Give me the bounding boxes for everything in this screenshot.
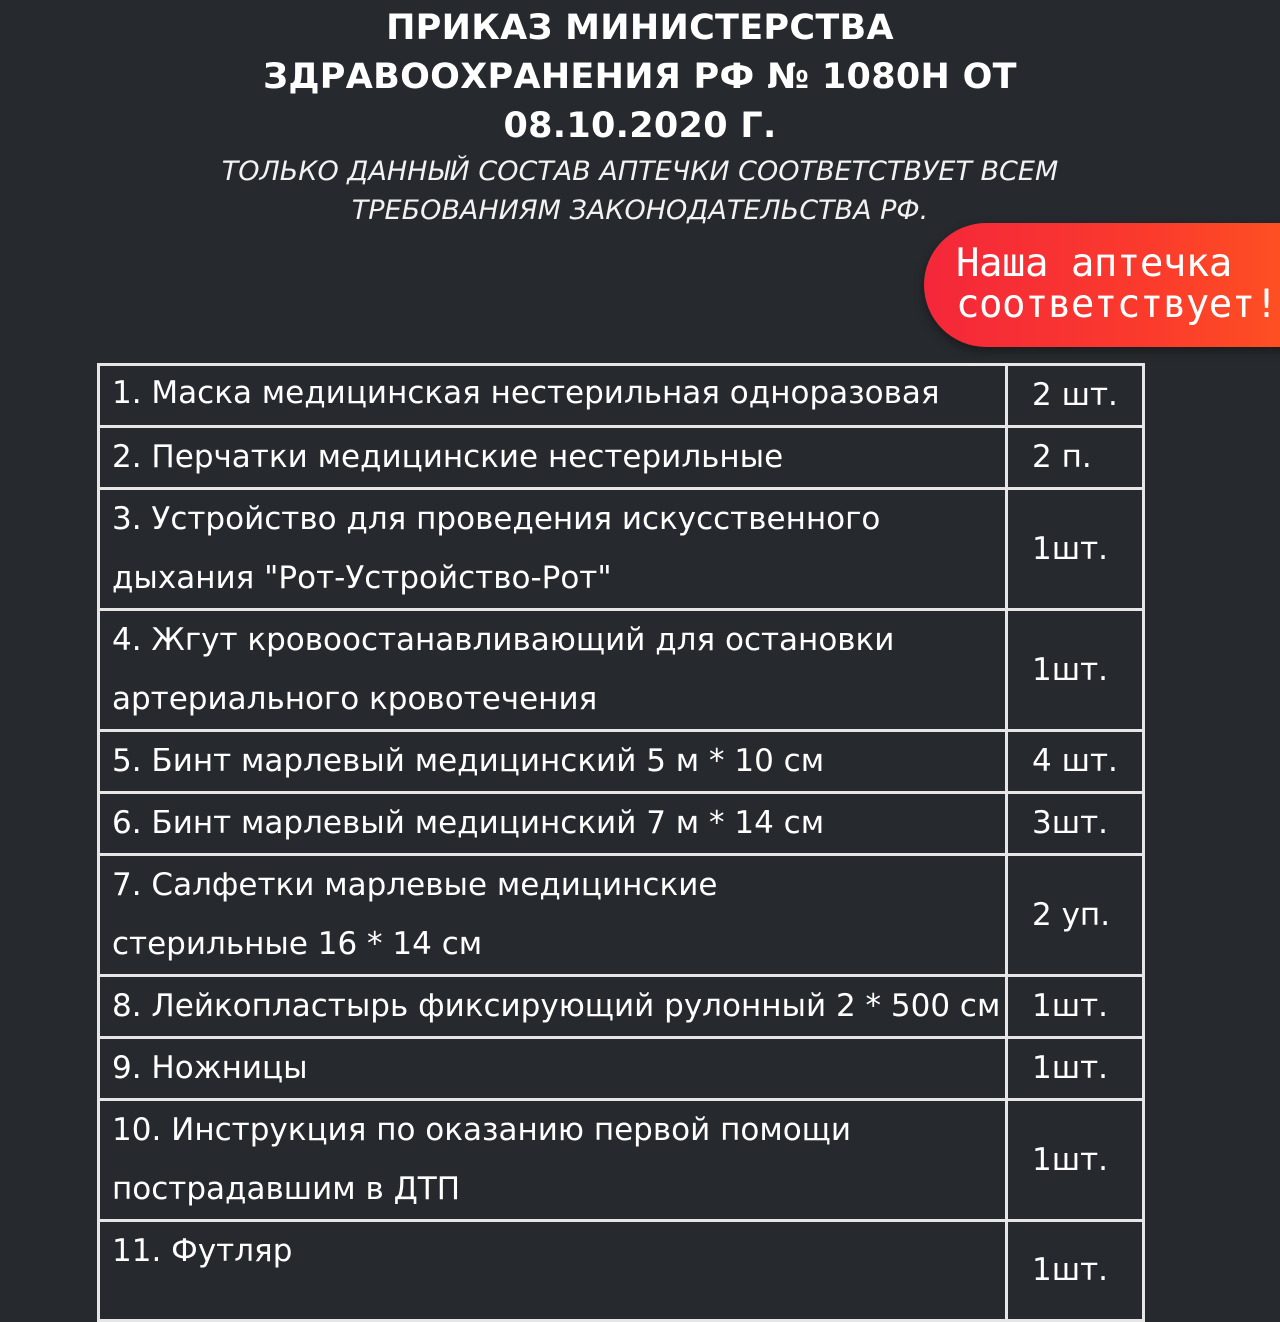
- table-row: [99, 1221, 1144, 1321]
- item-name-line: 8. Лейкопластырь фиксирующий рулонный 2 * 500 см: [112, 988, 1001, 1024]
- item-name-cell: [99, 1221, 1007, 1321]
- subtitle-line: ТОЛЬКО ДАННЫЙ СОСТАВ АПТЕЧКИ СООТВЕТСТВУЕТ ВСЕМ: [221, 156, 1059, 187]
- item-name-cell: [99, 976, 1007, 1038]
- table-row: [99, 1038, 1144, 1100]
- page-subtitle: [0, 152, 1280, 230]
- badge-line: соответствует!: [956, 282, 1278, 327]
- item-name-cell: [99, 731, 1007, 793]
- table-row: [99, 1100, 1144, 1221]
- item-quantity-cell: 4 шт.: [1007, 731, 1144, 793]
- item-name-line: пострадавшим в ДТП: [112, 1171, 461, 1207]
- kit-table-body: [99, 365, 1144, 1321]
- item-name-cell: [99, 489, 1007, 610]
- item-quantity-cell: 1шт.: [1007, 976, 1144, 1038]
- item-name-line: 6. Бинт марлевый медицинский 7 м * 14 см: [112, 805, 825, 841]
- item-quantity-cell: 1шт.: [1007, 489, 1144, 610]
- item-name-line: 9. Ножницы: [112, 1050, 308, 1086]
- item-name-cell: [99, 793, 1007, 855]
- item-name-line: 7. Салфетки марлевые медицинские: [112, 867, 718, 903]
- item-quantity-cell: 2 шт.: [1007, 365, 1144, 427]
- table-row: [99, 427, 1144, 489]
- item-name-cell: [99, 610, 1007, 731]
- item-name-line: 3. Устройство для проведения искусственного: [112, 501, 881, 537]
- item-name-cell: [99, 855, 1007, 976]
- title-line: ЗДРАВООХРАНЕНИЯ РФ № 1080Н ОТ: [263, 57, 1017, 97]
- title-line: 08.10.2020 Г.: [503, 106, 777, 146]
- item-name-cell: [99, 365, 1007, 427]
- item-name-line: 5. Бинт марлевый медицинский 5 м * 10 см: [112, 743, 825, 779]
- table-row: [99, 489, 1144, 610]
- table-row: [99, 365, 1144, 427]
- item-name-line: 10. Инструкция по оказанию первой помощи: [112, 1112, 852, 1148]
- badge-line: Наша аптечка: [956, 241, 1232, 286]
- item-name-line: 11. Футляр: [112, 1233, 293, 1269]
- item-quantity-cell: 1шт.: [1007, 1100, 1144, 1221]
- compliance-badge: [924, 223, 1280, 347]
- table-row: [99, 855, 1144, 976]
- item-name-line: 4. Жгут кровоостанавливающий для остановки: [112, 622, 895, 658]
- table-row: [99, 793, 1144, 855]
- item-quantity-cell: 1шт.: [1007, 1038, 1144, 1100]
- item-quantity-cell: 1шт.: [1007, 1221, 1144, 1321]
- kit-contents-table: [97, 363, 1145, 1322]
- item-name-cell: [99, 427, 1007, 489]
- item-quantity-cell: 2 п.: [1007, 427, 1144, 489]
- table-row: [99, 976, 1144, 1038]
- item-name-line: артериального кровотечения: [112, 681, 598, 717]
- item-quantity-cell: 3шт.: [1007, 793, 1144, 855]
- table-row: [99, 731, 1144, 793]
- badge-text: [956, 243, 1278, 325]
- item-name-line: дыхания "Рот-Устройство-Рот": [112, 560, 612, 596]
- item-quantity-cell: 2 уп.: [1007, 855, 1144, 976]
- item-name-cell: [99, 1100, 1007, 1221]
- item-name-cell: [99, 1038, 1007, 1100]
- item-name-line: 2. Перчатки медицинские нестерильные: [112, 439, 784, 475]
- item-name-line: 1. Маска медицинская нестерильная одноразовая: [112, 375, 940, 411]
- table-row: [99, 610, 1144, 731]
- title-line: ПРИКАЗ МИНИСТЕРСТВА: [386, 8, 894, 48]
- item-quantity-cell: 1шт.: [1007, 610, 1144, 731]
- page-title: [0, 4, 1280, 151]
- subtitle-line: ТРЕБОВАНИЯМ ЗАКОНОДАТЕЛЬСТВА РФ.: [351, 195, 929, 226]
- item-name-line: стерильные 16 * 14 см: [112, 926, 483, 962]
